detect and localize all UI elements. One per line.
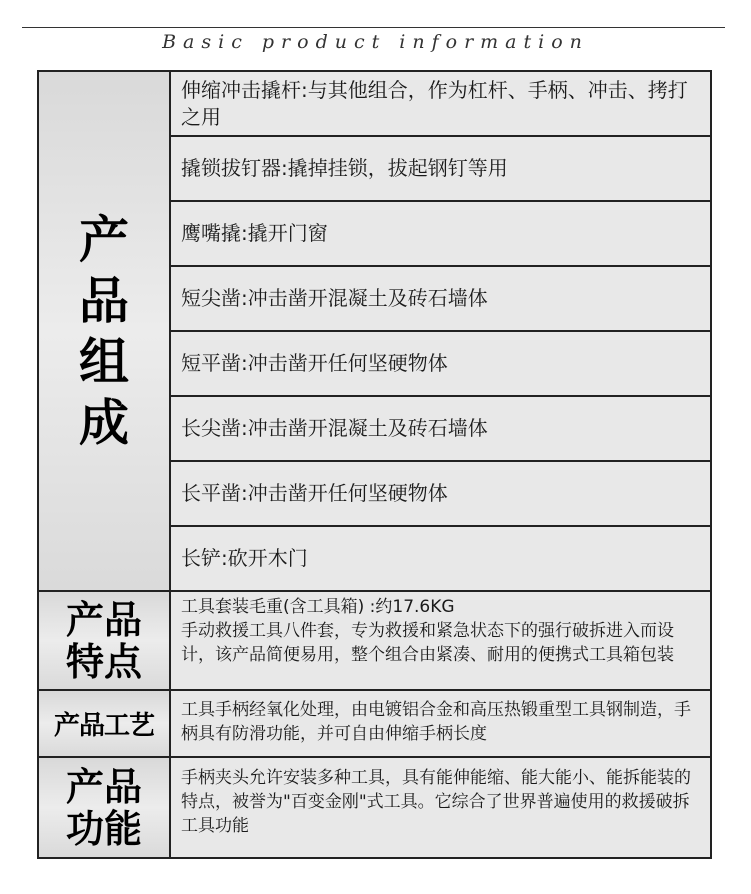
category-craft	[39, 691, 171, 758]
section-subtitle: Basic product information	[162, 31, 589, 53]
composition-item: 鹰嘴撬:撬开门窗	[171, 202, 710, 267]
product-info-table	[37, 70, 712, 859]
category-composition	[39, 72, 171, 592]
function-text: 手柄夹头允许安装多种工具，具有能伸能缩、能大能小、能拆能装的特点，被誉为"百变金刚"式工具。它综合了世界普遍使用的救援破拆工具功能	[181, 768, 691, 836]
composition-item: 长平凿:冲击凿开任何坚硬物体	[171, 462, 710, 527]
composition-item: 短尖凿:冲击凿开混凝土及砖石墙体	[171, 267, 710, 332]
category-composition-label: 产品组成	[79, 210, 129, 452]
features-text: 工具套装毛重(含工具箱) :约17.6KG 手动救援工具八件套，专为救援和紧急状态下的强行破拆进入而设计，该产品简便易用，整个组合由紧凑、耐用的便携式工具箱包装	[171, 592, 710, 691]
craft-text: 工具手柄经氧化处理，由电镀铝合金和高压热锻重型工具钢制造，手柄具有防滑功能，并可自由伸缩手柄长度	[171, 691, 710, 758]
composition-item: 长铲:砍开木门	[171, 527, 710, 592]
category-features-label: 产品特点	[65, 596, 142, 684]
composition-item: 长尖凿:冲击凿开混凝土及砖石墙体	[171, 397, 710, 462]
category-function-label: 产品功能	[65, 763, 142, 851]
composition-item: 短平凿:冲击凿开任何坚硬物体	[171, 332, 710, 397]
category-function	[39, 758, 171, 857]
top-divider	[22, 27, 725, 28]
composition-item: 撬锁拔钉器:撬掉挂锁，拔起钢钉等用	[171, 137, 710, 202]
category-craft-label: 产品工艺	[53, 711, 154, 741]
category-features	[39, 592, 171, 691]
composition-item: 伸缩冲击撬杆:与其他组合，作为杠杆、手柄、冲击、拷打之用	[171, 72, 710, 137]
